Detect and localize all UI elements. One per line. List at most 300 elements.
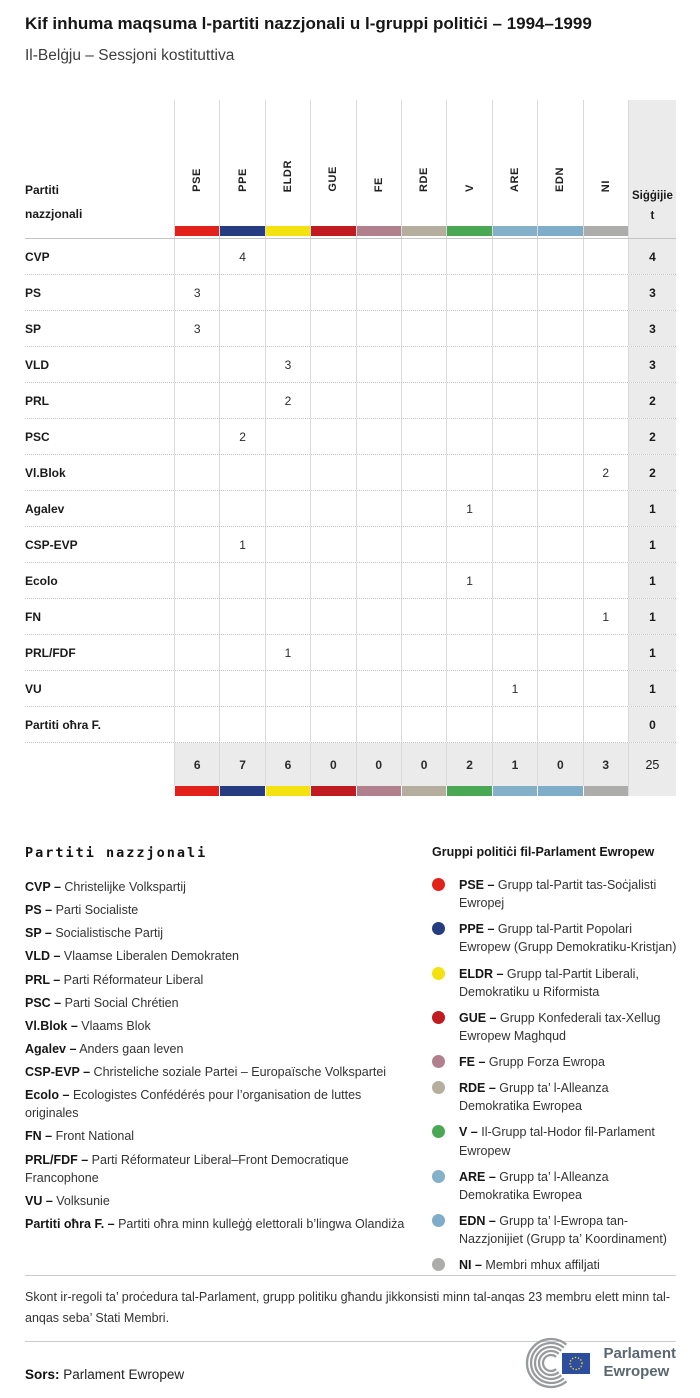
party-label: PRL/FDF [25, 645, 76, 660]
legend-item [432, 1212, 678, 1248]
legend-item [432, 1009, 678, 1045]
seat-cell [401, 419, 446, 454]
seat-cell [537, 671, 582, 706]
legend-item [25, 1151, 417, 1187]
legend-item-text [459, 1168, 678, 1204]
legend-groups-heading: Gruppi politiċi fil-Parlament Ewropew [432, 845, 655, 859]
group-color-dot [432, 1170, 445, 1183]
table-row [25, 346, 676, 382]
seat-cell [310, 311, 355, 346]
grand-total-cell: 25 [628, 743, 676, 786]
legend-item-name: Grupp Forza Ewropa [485, 1055, 605, 1069]
legend-item-abbr: FE – [459, 1055, 486, 1069]
legend-item-text [459, 1256, 678, 1274]
seat-cell [265, 419, 310, 454]
footer [25, 1336, 676, 1390]
group-color-bar [447, 226, 491, 236]
column-header-label: ELDR [281, 159, 294, 192]
row-total-cell: 3 [628, 347, 676, 382]
seat-cell: 1 [492, 671, 537, 706]
legend-item-name: Grupp tal-Partit Popolari Ewropew (Grupp Demokratiku-Kristjan) [459, 922, 677, 955]
seat-cell [310, 707, 355, 742]
legend-item-abbr: Agalev – [25, 1041, 77, 1056]
legend-item [25, 1215, 417, 1233]
seat-cell [446, 275, 491, 310]
table-row [25, 490, 676, 526]
legend-item-abbr: CVP – [25, 880, 61, 894]
group-color-bar [174, 786, 219, 796]
seat-cell [265, 311, 310, 346]
seat-cell [356, 455, 401, 490]
seat-cell [174, 347, 219, 382]
legend-item [25, 971, 417, 989]
seat-cell [310, 527, 355, 562]
group-color-bar [265, 786, 310, 796]
seat-cell [446, 311, 491, 346]
column-header-RDE [401, 100, 446, 238]
seat-cell [310, 347, 355, 382]
legend-item-text [459, 920, 678, 956]
seat-cell [446, 527, 491, 562]
legend-item-name: Grupp tal-Partit Liberali, Demokratiku u Riformista [459, 966, 639, 999]
legend-item-text [459, 1123, 678, 1159]
legend-item-name: Vlaamse Liberalen Demokraten [60, 949, 240, 964]
seat-cell [174, 491, 219, 526]
seat-cell [265, 455, 310, 490]
group-color-dot [432, 1055, 445, 1068]
legend-item-name: Partiti oħra minn kulleġġ elettorali b’lingwa Olandiża [114, 1216, 405, 1231]
seat-cell [537, 275, 582, 310]
seat-cell [265, 707, 310, 742]
group-color-bar [492, 786, 537, 796]
legend-item-abbr: PS – [25, 903, 53, 918]
seat-cell [174, 527, 219, 562]
legend-item [432, 876, 678, 912]
seat-cell [356, 311, 401, 346]
column-header-label: PSE [191, 168, 204, 192]
legend-item [432, 1123, 678, 1159]
european-parliament-logo [524, 1336, 676, 1390]
seat-cell [310, 563, 355, 598]
group-color-dot [432, 922, 445, 935]
seat-cell [446, 599, 491, 634]
seat-cell [583, 383, 628, 418]
legend-parties-heading: Partiti nazzjonali [25, 845, 208, 861]
group-color-dot [432, 1011, 445, 1024]
column-header-label-wrap [220, 168, 264, 192]
seat-cell [537, 455, 582, 490]
legend-item-name: Vlaams Blok [77, 1018, 151, 1033]
legend-item-abbr: NI – [459, 1258, 482, 1273]
seat-cell [310, 275, 355, 310]
group-color-dot [432, 1258, 445, 1271]
column-header-label-wrap [402, 167, 446, 192]
seat-cell [401, 311, 446, 346]
seat-cell: 1 [583, 599, 628, 634]
legend-item-abbr: ELDR – [459, 966, 504, 981]
row-total-cell: 4 [628, 239, 676, 274]
seats-header-cell [628, 100, 676, 238]
totals-label-cell [25, 743, 174, 786]
legend-item-name: Grupp Konfederali tax-Xellug Ewropew Maghqud [459, 1010, 661, 1043]
legend-item-name: Volksunie [52, 1193, 110, 1208]
legend-item-name: Parti Réformateur Liberal–Front Democratique Francophone [25, 1152, 349, 1185]
seat-cell [401, 707, 446, 742]
seat-cell [219, 707, 264, 742]
party-label: Ecolo [25, 573, 58, 588]
seat-cell [219, 383, 264, 418]
seat-cell [265, 671, 310, 706]
legend-item-name: Grupp ta’ l-Alleanza Demokratika Ewropea [459, 1081, 609, 1114]
seat-cell [174, 563, 219, 598]
seat-cell [174, 671, 219, 706]
seat-cell: 3 [174, 311, 219, 346]
seat-cell [492, 491, 537, 526]
seat-cell [174, 419, 219, 454]
seat-cell [310, 419, 355, 454]
ep-logo-line1: Parlament [603, 1345, 676, 1362]
table-row [25, 598, 676, 634]
column-header-label: GUE [327, 166, 340, 192]
seat-cell: 3 [265, 347, 310, 382]
seat-cell [537, 563, 582, 598]
row-total-cell: 1 [628, 491, 676, 526]
seat-cell [401, 347, 446, 382]
legend-item-abbr: SP – [25, 926, 52, 941]
group-color-bar [357, 226, 401, 236]
legend-item-name: Grupp tal-Partit tas-Soċjalisti Ewropej [459, 878, 657, 911]
seat-cell [537, 419, 582, 454]
seat-cell [492, 311, 537, 346]
legend-item-abbr: VU – [25, 1193, 53, 1208]
seat-cell [583, 563, 628, 598]
seat-cell [310, 599, 355, 634]
legend-item-abbr: VLD – [25, 949, 61, 964]
legend-item-name: Parti Réformateur Liberal [60, 972, 204, 987]
ep-hemicycle-icon [524, 1336, 594, 1390]
column-header-label: ARE [508, 166, 521, 192]
seat-cell [583, 527, 628, 562]
legend-item-name: Parti Social Chrétien [61, 995, 179, 1010]
seat-cell [310, 635, 355, 670]
table-row [25, 526, 676, 562]
seat-cell [583, 275, 628, 310]
seat-cell [401, 455, 446, 490]
legend-item-abbr: Partiti oħra F. – [25, 1216, 115, 1231]
row-total-cell: 3 [628, 275, 676, 310]
legend-item-name: Grupp ta’ l-Alleanza Demokratika Ewropea [459, 1169, 609, 1202]
seat-cell [219, 347, 264, 382]
column-header-label: EDN [554, 166, 567, 192]
seat-cell [174, 599, 219, 634]
column-header-label-wrap [175, 168, 219, 192]
seat-cell [265, 563, 310, 598]
seat-cell [583, 635, 628, 670]
legend-item-text [459, 965, 678, 1001]
table-row [25, 562, 676, 598]
column-header-label-wrap [584, 180, 628, 192]
seat-cell [356, 275, 401, 310]
group-color-dot [432, 1125, 445, 1138]
column-header-label-wrap [447, 184, 491, 192]
legend-item-name: Socialistische Partij [51, 926, 164, 941]
legend-item [25, 1040, 417, 1058]
group-color-bar [583, 786, 628, 796]
group-color-dot [432, 1081, 445, 1094]
seat-cell [583, 671, 628, 706]
bars-label-spacer [25, 786, 174, 796]
seat-cell [446, 635, 491, 670]
group-color-bar [446, 786, 491, 796]
legend-item-name: Membri mhux affiljati [481, 1258, 600, 1273]
seat-cell: 3 [174, 275, 219, 310]
table-header-row [25, 100, 676, 239]
seat-cell [356, 635, 401, 670]
seat-cell [446, 419, 491, 454]
seat-cell [265, 599, 310, 634]
row-total-cell: 1 [628, 671, 676, 706]
seat-cell [174, 635, 219, 670]
group-color-bar [493, 226, 537, 236]
group-total-cell: 6 [174, 743, 219, 786]
source-line [25, 1367, 184, 1390]
seat-cell [492, 707, 537, 742]
seat-cell [401, 671, 446, 706]
seat-cell [492, 275, 537, 310]
group-color-bar [538, 226, 582, 236]
seat-cell [492, 635, 537, 670]
group-color-dot [432, 1214, 445, 1227]
seat-cell [401, 239, 446, 274]
seats-header-label: Siġġijiet [631, 189, 673, 222]
group-color-bar [219, 786, 264, 796]
footnote-section [25, 1275, 676, 1342]
source-name: Parlament Ewropew [63, 1367, 185, 1382]
group-color-bar [310, 786, 355, 796]
seat-cell [356, 239, 401, 274]
footnote-text: Skont ir-regoli ta’ proċedura tal-Parlament, grupp politiku għandu jikkonsisti minn tal-anqas 23 membru elett minn tal-anqas seba’ Stati Membri. [25, 1290, 670, 1325]
ep-logo-line2: Ewropew [603, 1363, 670, 1380]
totals-row [25, 742, 676, 786]
legend-item-name: Ecologistes Confédérés pour l’organisation de luttes originales [25, 1088, 362, 1121]
table-row [25, 310, 676, 346]
group-total-cell: 1 [492, 743, 537, 786]
seat-cell [401, 383, 446, 418]
group-color-bar [220, 226, 264, 236]
seat-cell [310, 455, 355, 490]
column-header-NI [583, 100, 628, 238]
table-row [25, 634, 676, 670]
column-header-label: V [463, 184, 476, 192]
legend-item [25, 1086, 417, 1122]
row-total-cell: 1 [628, 563, 676, 598]
column-header-ELDR [265, 100, 310, 238]
legend-item [432, 1053, 678, 1071]
page-subtitle: Il-Belġju – Sessjoni kostituttiva [25, 47, 235, 64]
seat-cell [174, 239, 219, 274]
legend-item [25, 947, 417, 965]
table-row [25, 706, 676, 742]
legend-item [25, 901, 417, 919]
seat-cell [174, 707, 219, 742]
column-header-label: PPE [236, 168, 249, 192]
legend-item-abbr: PRL/FDF – [25, 1152, 89, 1167]
seat-cell [583, 419, 628, 454]
seat-cell: 1 [446, 563, 491, 598]
table-row [25, 454, 676, 490]
group-total-cell: 6 [265, 743, 310, 786]
legend-item-name: Grupp ta’ l-Ewropa tan-Nazzjonijiet (Grupp ta’ Koordinament) [459, 1213, 667, 1246]
row-total-cell: 2 [628, 455, 676, 490]
party-label: VLD [25, 357, 49, 372]
legend-groups-list [432, 876, 678, 1274]
party-label: Vl.Blok [25, 465, 66, 480]
legend-item [25, 1192, 417, 1210]
seat-cell [446, 671, 491, 706]
column-header-V [446, 100, 491, 238]
column-header-PSE [174, 100, 219, 238]
seat-cell [537, 707, 582, 742]
seat-cell: 4 [219, 239, 264, 274]
seat-cell [583, 239, 628, 274]
row-axis-header-cell [25, 100, 174, 238]
party-label: PRL [25, 393, 49, 408]
group-total-cell: 0 [356, 743, 401, 786]
legend-parties-list [25, 878, 417, 1233]
seat-cell [219, 635, 264, 670]
group-color-bar [401, 786, 446, 796]
column-header-EDN [537, 100, 582, 238]
group-total-cell: 0 [310, 743, 355, 786]
legend-item [432, 1168, 678, 1204]
legend-item-text [459, 1009, 678, 1045]
seat-cell [492, 419, 537, 454]
seat-cell [446, 455, 491, 490]
legend-item-abbr: CSP-EVP – [25, 1065, 91, 1079]
seat-cell [174, 455, 219, 490]
seat-cell [492, 455, 537, 490]
seat-cell [583, 491, 628, 526]
seat-cell [401, 491, 446, 526]
column-header-label-wrap [493, 167, 537, 192]
seat-cell [356, 347, 401, 382]
legend-item [432, 965, 678, 1001]
legend-item-abbr: EDN – [459, 1213, 496, 1228]
table-row [25, 382, 676, 418]
legend-item [25, 924, 417, 942]
legend-item-abbr: PSE – [459, 878, 495, 892]
column-header-label: RDE [418, 166, 431, 192]
seat-cell [537, 347, 582, 382]
seat-cell [401, 599, 446, 634]
row-total-cell: 2 [628, 383, 676, 418]
legend-item [25, 878, 417, 896]
seat-cell [537, 383, 582, 418]
table-row [25, 670, 676, 706]
seat-cell [356, 383, 401, 418]
column-header-PPE [219, 100, 264, 238]
row-total-cell: 1 [628, 635, 676, 670]
seat-cell [356, 419, 401, 454]
column-header-FE [356, 100, 401, 238]
seat-cell [356, 491, 401, 526]
legend-item-abbr: GUE – [459, 1010, 497, 1025]
party-label: CSP-EVP [25, 537, 78, 552]
seat-cell [583, 347, 628, 382]
legend-political-groups [432, 845, 678, 1282]
seat-cell [356, 707, 401, 742]
table-row [25, 274, 676, 310]
seat-cell [219, 671, 264, 706]
seat-cell: 2 [265, 383, 310, 418]
legend-item-abbr: PRL – [25, 972, 61, 987]
seat-cell [219, 311, 264, 346]
column-header-label: FE [372, 176, 385, 192]
seat-cell [310, 491, 355, 526]
column-header-label-wrap [311, 166, 355, 192]
group-color-bar [356, 786, 401, 796]
row-total-cell: 3 [628, 311, 676, 346]
legend-item-abbr: Ecolo – [25, 1088, 70, 1103]
seat-cell [356, 599, 401, 634]
legend-item-name: Front National [52, 1129, 135, 1144]
seat-cell [401, 563, 446, 598]
group-total-cell: 0 [537, 743, 582, 786]
legend-item-abbr: RDE – [459, 1081, 496, 1096]
seat-cell [446, 707, 491, 742]
row-total-cell: 2 [628, 419, 676, 454]
page-title: Kif inhuma maqsuma l-partiti nazzjonali u l-gruppi politiċi – 1994–1999 [25, 14, 592, 33]
row-total-cell: 0 [628, 707, 676, 742]
seat-cell: 2 [219, 419, 264, 454]
source-label: Sors: [25, 1367, 60, 1382]
legend-item-text [459, 1053, 678, 1071]
group-color-dot [432, 967, 445, 980]
group-color-bar [175, 226, 219, 236]
seat-cell [219, 275, 264, 310]
column-header-label-wrap [266, 160, 310, 192]
table-row [25, 239, 676, 274]
legend-item-name: Christeliche soziale Partei – Europaïsche Volkspartei [90, 1065, 387, 1079]
seat-cell [219, 563, 264, 598]
seat-cell [446, 239, 491, 274]
party-label: PSC [25, 429, 50, 444]
seat-cell [446, 347, 491, 382]
legend-item-text [459, 1212, 678, 1248]
seat-cell [265, 239, 310, 274]
seat-cell [583, 311, 628, 346]
legend-item [25, 994, 417, 1012]
seat-cell: 2 [583, 455, 628, 490]
seat-cell [219, 455, 264, 490]
party-label: CVP [25, 249, 50, 264]
legend-item [432, 1079, 678, 1115]
party-label: SP [25, 321, 42, 336]
group-total-cell: 3 [583, 743, 628, 786]
group-color-dot [432, 878, 445, 891]
party-label: Agalev [25, 501, 65, 516]
column-header-ARE [492, 100, 537, 238]
seat-cell: 1 [219, 527, 264, 562]
seat-cell [310, 239, 355, 274]
legend-item-text [459, 1079, 678, 1115]
column-header-label-wrap [357, 177, 401, 192]
legend-item-name: Anders gaan leven [76, 1041, 184, 1056]
seat-cell [492, 599, 537, 634]
legend-national-parties [25, 845, 417, 1238]
party-label: PS [25, 285, 42, 300]
column-header-GUE [310, 100, 355, 238]
